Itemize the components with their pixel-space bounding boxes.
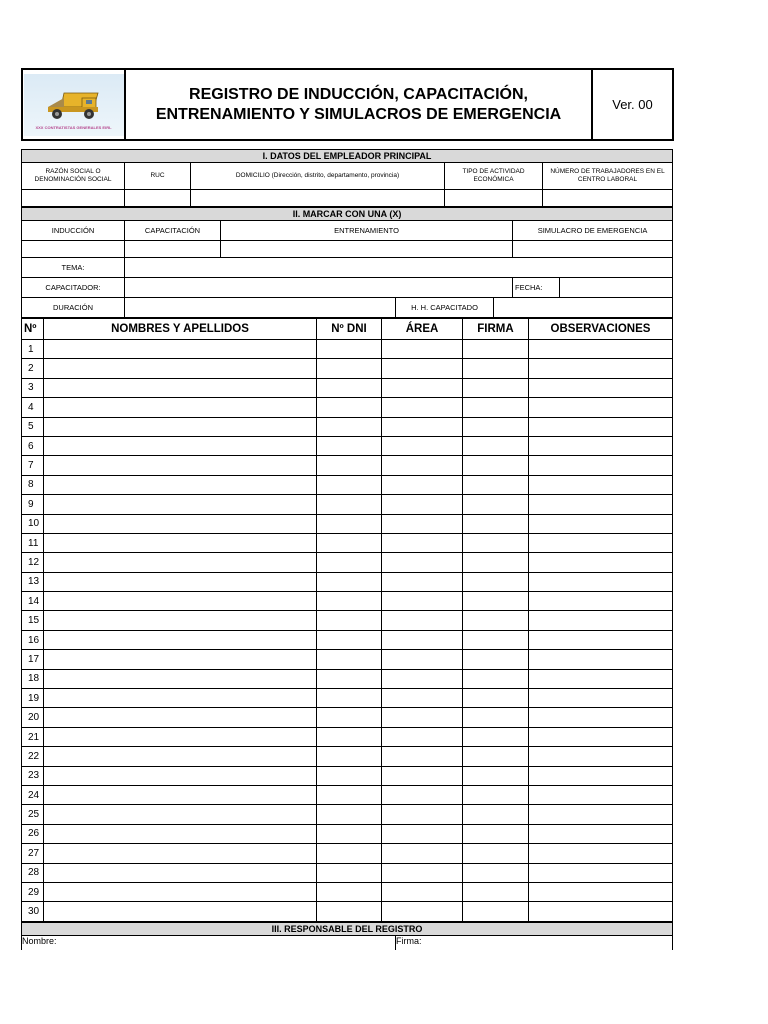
dni-cell[interactable] [317, 824, 382, 843]
firma-cell[interactable] [463, 766, 529, 785]
dni-cell[interactable] [317, 727, 382, 746]
logo-text: XXX CONTRATISTAS GENERALES EIRL [35, 124, 112, 130]
nombres-cell[interactable] [44, 708, 317, 727]
dni-cell[interactable] [317, 863, 382, 882]
area-cell[interactable] [382, 417, 463, 436]
observaciones-cell[interactable] [529, 378, 673, 397]
observaciones-cell[interactable] [529, 747, 673, 766]
observaciones-cell[interactable] [529, 689, 673, 708]
table-row [22, 340, 673, 359]
razon-social-field[interactable] [22, 190, 125, 207]
registro-form [21, 68, 672, 950]
area-cell[interactable] [382, 592, 463, 611]
row-number: 23 [22, 766, 44, 785]
form-header [21, 68, 674, 141]
observaciones-cell[interactable] [529, 456, 673, 475]
firma-cell[interactable] [463, 650, 529, 669]
section-1-title: I. DATOS DEL EMPLEADOR PRINCIPAL [22, 150, 673, 163]
observaciones-cell[interactable] [529, 533, 673, 552]
label-duracion: DURACIÓN [22, 298, 125, 318]
col-no: Nº [22, 319, 44, 340]
dni-cell[interactable] [317, 650, 382, 669]
area-cell[interactable] [382, 340, 463, 359]
firma-cell[interactable] [463, 495, 529, 514]
row-number: 17 [22, 650, 44, 669]
dni-cell[interactable] [317, 882, 382, 901]
firma-cell[interactable] [463, 572, 529, 591]
table-row [22, 708, 673, 727]
observaciones-cell[interactable] [529, 611, 673, 630]
table-row [22, 727, 673, 746]
observaciones-cell[interactable] [529, 340, 673, 359]
firma-cell[interactable] [463, 533, 529, 552]
section-employer [21, 149, 673, 207]
row-number: 9 [22, 495, 44, 514]
firma-cell[interactable] [463, 611, 529, 630]
row-number: 18 [22, 669, 44, 688]
observaciones-cell[interactable] [529, 882, 673, 901]
responsible-fields [21, 936, 673, 950]
nombres-cell[interactable] [44, 689, 317, 708]
label-capacitador: CAPACITADOR: [22, 278, 125, 298]
table-row [22, 844, 673, 863]
nombres-cell[interactable] [44, 727, 317, 746]
dni-cell[interactable] [317, 553, 382, 572]
observaciones-cell[interactable] [529, 398, 673, 417]
table-row [22, 824, 673, 843]
dni-cell[interactable] [317, 805, 382, 824]
row-number: 6 [22, 436, 44, 455]
table-row [22, 436, 673, 455]
row-number: 8 [22, 475, 44, 494]
nombres-cell[interactable] [44, 417, 317, 436]
table-row [22, 669, 673, 688]
dni-cell[interactable] [317, 495, 382, 514]
attendee-rows [22, 340, 673, 922]
checkbox-capacitacion[interactable] [125, 241, 221, 258]
observaciones-cell[interactable] [529, 572, 673, 591]
table-row [22, 572, 673, 591]
nombres-cell[interactable] [44, 902, 317, 921]
firma-cell[interactable] [463, 553, 529, 572]
nombres-cell[interactable] [44, 572, 317, 591]
area-cell[interactable] [382, 844, 463, 863]
dni-cell[interactable] [317, 359, 382, 378]
label-simulacro: SIMULACRO DE EMERGENCIA [513, 221, 673, 241]
row-number: 28 [22, 863, 44, 882]
col-area: ÁREA [382, 319, 463, 340]
nombres-cell[interactable] [44, 844, 317, 863]
area-cell[interactable] [382, 708, 463, 727]
actividad-field[interactable] [445, 190, 543, 207]
row-number: 20 [22, 708, 44, 727]
row-number: 1 [22, 340, 44, 359]
section-type [21, 207, 673, 318]
nombres-cell[interactable] [44, 650, 317, 669]
row-number: 12 [22, 553, 44, 572]
table-row [22, 592, 673, 611]
area-cell[interactable] [382, 456, 463, 475]
table-row [22, 456, 673, 475]
firma-cell[interactable] [463, 669, 529, 688]
observaciones-cell[interactable] [529, 805, 673, 824]
row-number: 19 [22, 689, 44, 708]
table-row [22, 495, 673, 514]
nombres-cell[interactable] [44, 824, 317, 843]
table-row [22, 630, 673, 649]
area-cell[interactable] [382, 727, 463, 746]
row-number: 29 [22, 882, 44, 901]
table-row [22, 514, 673, 533]
firma-cell[interactable] [463, 378, 529, 397]
firma-cell[interactable] [463, 456, 529, 475]
capacitador-field[interactable] [125, 278, 513, 298]
nombres-cell[interactable] [44, 359, 317, 378]
observaciones-cell[interactable] [529, 650, 673, 669]
table-row [22, 611, 673, 630]
nombres-cell[interactable] [44, 533, 317, 552]
col-actividad: TIPO DE ACTIVIDAD ECONÓMICA [445, 163, 543, 190]
observaciones-cell[interactable] [529, 766, 673, 785]
firma-cell[interactable] [463, 824, 529, 843]
row-number: 27 [22, 844, 44, 863]
label-capacitacion: CAPACITACIÓN [125, 221, 221, 241]
observaciones-cell[interactable] [529, 863, 673, 882]
col-ruc: RUC [125, 163, 191, 190]
table-row [22, 785, 673, 804]
label-tema: TEMA: [22, 258, 125, 278]
firma-cell[interactable] [463, 417, 529, 436]
row-number: 22 [22, 747, 44, 766]
observaciones-cell[interactable] [529, 436, 673, 455]
domicilio-field[interactable] [191, 190, 445, 207]
label-hh: H. H. CAPACITADO [396, 298, 494, 318]
area-cell[interactable] [382, 785, 463, 804]
dni-cell[interactable] [317, 785, 382, 804]
firma-cell[interactable] [463, 689, 529, 708]
dni-cell[interactable] [317, 689, 382, 708]
nombres-cell[interactable] [44, 592, 317, 611]
observaciones-cell[interactable] [529, 553, 673, 572]
firma-cell[interactable] [463, 592, 529, 611]
observaciones-cell[interactable] [529, 708, 673, 727]
dni-cell[interactable] [317, 592, 382, 611]
row-number: 2 [22, 359, 44, 378]
observaciones-cell[interactable] [529, 359, 673, 378]
title-line-1: REGISTRO DE INDUCCIÓN, CAPACITACIÓN, [189, 85, 528, 103]
nombres-cell[interactable] [44, 747, 317, 766]
area-cell[interactable] [382, 630, 463, 649]
row-number: 4 [22, 398, 44, 417]
version-label: Ver. 00 [592, 69, 673, 140]
observaciones-cell[interactable] [529, 495, 673, 514]
table-row [22, 882, 673, 901]
label-firma[interactable]: Firma: [396, 936, 673, 950]
area-cell[interactable] [382, 747, 463, 766]
col-nombres: NOMBRES Y APELLIDOS [44, 319, 317, 340]
section-3-title: III. RESPONSABLE DEL REGISTRO [22, 922, 673, 935]
firma-cell[interactable] [463, 359, 529, 378]
nombres-cell[interactable] [44, 785, 317, 804]
area-cell[interactable] [382, 611, 463, 630]
area-cell[interactable] [382, 689, 463, 708]
table-row [22, 359, 673, 378]
label-nombre[interactable]: Nombre: [22, 936, 396, 950]
duracion-field[interactable] [125, 298, 396, 318]
firma-cell[interactable] [463, 882, 529, 901]
checkbox-entrenamiento[interactable] [221, 241, 513, 258]
area-cell[interactable] [382, 495, 463, 514]
col-trabajadores: NÚMERO DE TRABAJADORES EN EL CENTRO LABORAL [543, 163, 673, 190]
row-number: 25 [22, 805, 44, 824]
firma-cell[interactable] [463, 630, 529, 649]
col-domicilio: DOMICILIO (Dirección, distrito, departamento, provincia) [191, 163, 445, 190]
table-row [22, 766, 673, 785]
dni-cell[interactable] [317, 398, 382, 417]
table-row [22, 533, 673, 552]
col-observaciones: OBSERVACIONES [529, 319, 673, 340]
dni-cell[interactable] [317, 708, 382, 727]
nombres-cell[interactable] [44, 805, 317, 824]
nombres-cell[interactable] [44, 882, 317, 901]
nombres-cell[interactable] [44, 378, 317, 397]
dni-cell[interactable] [317, 844, 382, 863]
observaciones-cell[interactable] [529, 824, 673, 843]
nombres-cell[interactable] [44, 436, 317, 455]
dni-cell[interactable] [317, 766, 382, 785]
area-cell[interactable] [382, 553, 463, 572]
dni-cell[interactable] [317, 378, 382, 397]
section-2-title: II. MARCAR CON UNA (X) [22, 208, 673, 221]
dni-cell[interactable] [317, 456, 382, 475]
area-cell[interactable] [382, 359, 463, 378]
trabajadores-field[interactable] [543, 190, 673, 207]
table-row [22, 747, 673, 766]
row-number: 30 [22, 902, 44, 921]
row-number: 10 [22, 514, 44, 533]
col-firma: FIRMA [463, 319, 529, 340]
firma-cell[interactable] [463, 863, 529, 882]
section-responsible [21, 922, 673, 936]
nombres-cell[interactable] [44, 340, 317, 359]
dni-cell[interactable] [317, 475, 382, 494]
dni-cell[interactable] [317, 747, 382, 766]
area-cell[interactable] [382, 533, 463, 552]
firma-cell[interactable] [463, 805, 529, 824]
checkbox-simulacro[interactable] [513, 241, 673, 258]
area-cell[interactable] [382, 436, 463, 455]
area-cell[interactable] [382, 650, 463, 669]
firma-cell[interactable] [463, 785, 529, 804]
area-cell[interactable] [382, 902, 463, 921]
row-number: 24 [22, 785, 44, 804]
dni-cell[interactable] [317, 572, 382, 591]
observaciones-cell[interactable] [529, 592, 673, 611]
nombres-cell[interactable] [44, 611, 317, 630]
table-row [22, 378, 673, 397]
area-cell[interactable] [382, 378, 463, 397]
firma-cell[interactable] [463, 727, 529, 746]
dni-cell[interactable] [317, 514, 382, 533]
attendee-table [21, 318, 673, 922]
dni-cell[interactable] [317, 417, 382, 436]
nombres-cell[interactable] [44, 514, 317, 533]
firma-cell[interactable] [463, 747, 529, 766]
firma-cell[interactable] [463, 398, 529, 417]
tema-field[interactable] [125, 258, 673, 278]
area-cell[interactable] [382, 805, 463, 824]
area-cell[interactable] [382, 882, 463, 901]
label-induccion: INDUCCIÓN [22, 221, 125, 241]
row-number: 13 [22, 572, 44, 591]
area-cell[interactable] [382, 766, 463, 785]
area-cell[interactable] [382, 475, 463, 494]
row-number: 11 [22, 533, 44, 552]
nombres-cell[interactable] [44, 669, 317, 688]
observaciones-cell[interactable] [529, 630, 673, 649]
firma-cell[interactable] [463, 708, 529, 727]
row-number: 16 [22, 630, 44, 649]
dni-cell[interactable] [317, 436, 382, 455]
nombres-cell[interactable] [44, 398, 317, 417]
title-line-2: ENTRENAMIENTO Y SIMULACROS DE EMERGENCIA [155, 105, 562, 123]
nombres-cell[interactable] [44, 863, 317, 882]
area-cell[interactable] [382, 669, 463, 688]
table-row [22, 689, 673, 708]
row-number: 14 [22, 592, 44, 611]
observaciones-cell[interactable] [529, 417, 673, 436]
observaciones-cell[interactable] [529, 514, 673, 533]
table-row [22, 417, 673, 436]
firma-cell[interactable] [463, 436, 529, 455]
observaciones-cell[interactable] [529, 844, 673, 863]
col-dni: Nº DNI [317, 319, 382, 340]
firma-cell[interactable] [463, 902, 529, 921]
dni-cell[interactable] [317, 669, 382, 688]
form-title [125, 69, 592, 140]
observaciones-cell[interactable] [529, 902, 673, 921]
firma-cell[interactable] [463, 514, 529, 533]
checkbox-induccion[interactable] [22, 241, 125, 258]
observaciones-cell[interactable] [529, 669, 673, 688]
area-cell[interactable] [382, 398, 463, 417]
area-cell[interactable] [382, 824, 463, 843]
table-row [22, 805, 673, 824]
table-row [22, 863, 673, 882]
area-cell[interactable] [382, 514, 463, 533]
firma-cell[interactable] [463, 340, 529, 359]
nombres-cell[interactable] [44, 456, 317, 475]
row-number: 7 [22, 456, 44, 475]
area-cell[interactable] [382, 572, 463, 591]
dni-cell[interactable] [317, 533, 382, 552]
company-logo [24, 74, 124, 136]
ruc-field[interactable] [125, 190, 191, 207]
observaciones-cell[interactable] [529, 475, 673, 494]
firma-cell[interactable] [463, 475, 529, 494]
observaciones-cell[interactable] [529, 785, 673, 804]
nombres-cell[interactable] [44, 630, 317, 649]
logo-cell [22, 69, 125, 140]
label-entrenamiento: ENTRENAMIENTO [221, 221, 513, 241]
row-number: 5 [22, 417, 44, 436]
fecha-field[interactable] [560, 278, 673, 298]
table-row [22, 553, 673, 572]
table-row [22, 398, 673, 417]
dni-cell[interactable] [317, 902, 382, 921]
hh-field[interactable] [494, 298, 673, 318]
dni-cell[interactable] [317, 340, 382, 359]
dni-cell[interactable] [317, 611, 382, 630]
table-row [22, 902, 673, 921]
col-razon-social: RAZÓN SOCIAL O DENOMINACIÓN SOCIAL [22, 163, 125, 190]
row-number: 3 [22, 378, 44, 397]
nombres-cell[interactable] [44, 475, 317, 494]
firma-cell[interactable] [463, 844, 529, 863]
table-row [22, 475, 673, 494]
row-number: 15 [22, 611, 44, 630]
row-number: 26 [22, 824, 44, 843]
area-cell[interactable] [382, 863, 463, 882]
observaciones-cell[interactable] [529, 727, 673, 746]
nombres-cell[interactable] [44, 766, 317, 785]
label-fecha: FECHA: [513, 278, 560, 298]
nombres-cell[interactable] [44, 495, 317, 514]
dni-cell[interactable] [317, 630, 382, 649]
nombres-cell[interactable] [44, 553, 317, 572]
row-number: 21 [22, 727, 44, 746]
table-row [22, 650, 673, 669]
